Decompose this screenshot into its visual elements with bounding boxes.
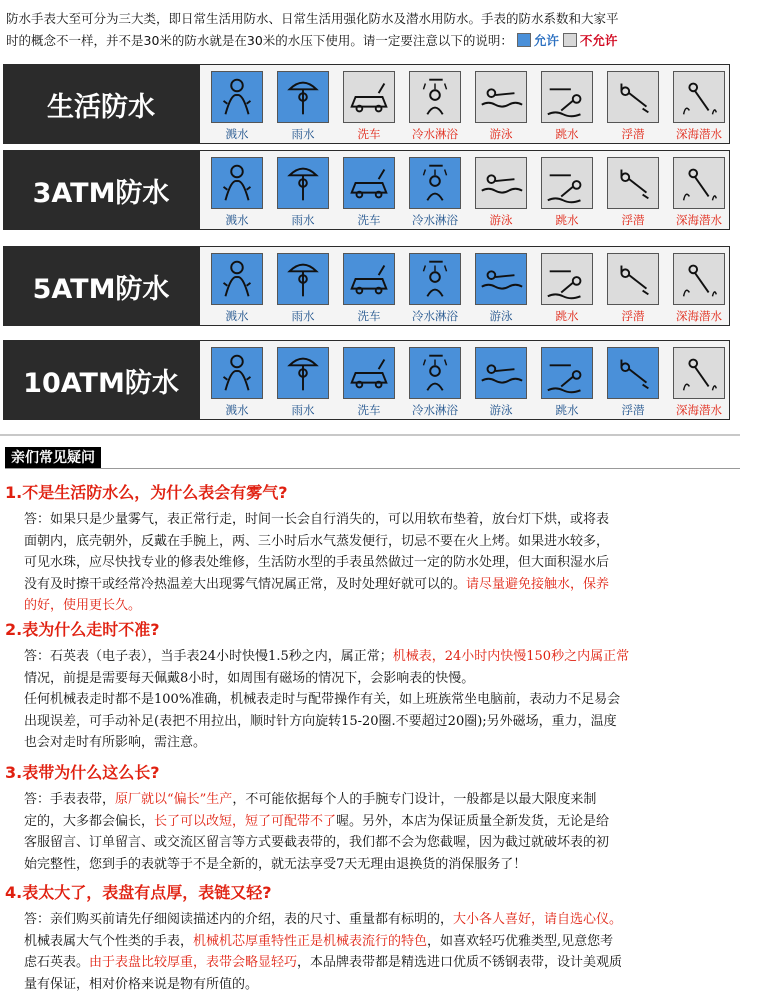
activity-label: 雨水	[291, 309, 315, 323]
deep-sea-diver-icon	[673, 71, 725, 123]
activity-label: 溅水	[225, 309, 249, 323]
faq-question-3: 3.表带为什么这么长?	[5, 763, 160, 782]
activity-cell	[536, 157, 598, 229]
activity-cell	[668, 347, 730, 419]
activity-cell	[536, 71, 598, 143]
activity-cell	[206, 347, 268, 419]
activity-label: 冷水淋浴	[412, 309, 458, 323]
faq-answer-2: 答：石英表（电子表），当手表24小时快慢1.5秒之内，属正常；机械表，24小时内快慢150秒之内属正常 情况，前提是需要每天佩戴8小时，如周围有磁场的情况下，会影响表的快慢。 任何机械表走时都不是100%准确，机械表走时与配带操作有关，如上班族常坐电脑前，表动力不足易会 出现误差，可手动补足(表把不用拉出，顺时针方向旋转15-20圈.不要超过20圈);另外磁场，重力，温度 也会对走时有所影响，需注意。	[24, 649, 630, 750]
activity-label: 游泳	[489, 309, 513, 323]
activity-cell	[404, 71, 466, 143]
rating-label: 10ATM防水	[3, 340, 199, 420]
activity-cell	[470, 347, 532, 419]
activity-cell	[602, 253, 664, 325]
activity-cell	[272, 157, 334, 229]
activity-cell	[470, 253, 532, 325]
activity-cell	[272, 347, 334, 419]
faq-question-1: 1.不是生活防水么，为什么表会有雾气?	[5, 483, 288, 502]
activity-label: 跳水	[555, 127, 579, 141]
diver-jump-icon	[541, 253, 593, 305]
swimmer-icon	[475, 71, 527, 123]
swimmer-icon	[475, 347, 527, 399]
activity-cell	[668, 71, 730, 143]
intro-line-2: 时的概念不一样，并不是30米的防水就是在30米的水压下使用。请一定要注意以下的说明： 允许 不允许	[6, 33, 618, 48]
snorkel-icon	[607, 347, 659, 399]
deep-sea-diver-icon	[673, 157, 725, 209]
swimmer-icon	[475, 253, 527, 305]
faq-header-rule	[5, 468, 740, 469]
activity-cell	[470, 157, 532, 229]
car-wash-icon	[343, 253, 395, 305]
activity-label: 冷水淋浴	[412, 213, 458, 227]
diver-jump-icon	[541, 157, 593, 209]
faq-answer-3: 答：手表表带，原厂就以“偏长”生产，不可能依据每个人的手腕专门设计，一般都是以最大限度来制 定的，大多都会偏长，长了可以改短，短了可配带不了喔。另外，本店为保证质量全新发货，无论是给 客服留言、订单留言、或交流区留言等方式要截表带的，我们都不会为您截喔，因为截过就破坏表的初 始完整性，您到手的表就等于不是全新的，就无法享受7天无理由退换货的消保服务了！	[24, 792, 610, 872]
shower-icon	[409, 253, 461, 305]
splash-icon	[211, 71, 263, 123]
intro-text	[6, 8, 754, 52]
faq-question-4: 4.表太大了，表盘有点厚，表链又轻?	[5, 883, 272, 902]
rating-cells	[199, 64, 730, 144]
activity-label: 溅水	[225, 213, 249, 227]
car-wash-icon	[343, 347, 395, 399]
activity-label: 跳水	[555, 309, 579, 323]
legend-deny-label: 不允许	[579, 33, 618, 48]
activity-label: 浮潜	[621, 127, 645, 141]
umbrella-rain-icon	[277, 157, 329, 209]
activity-label: 冷水淋浴	[412, 127, 458, 141]
rating-row	[3, 340, 730, 420]
activity-label: 冷水淋浴	[412, 403, 458, 417]
activity-label: 浮潜	[621, 213, 645, 227]
legend-deny-swatch	[563, 33, 577, 47]
activity-label: 游泳	[489, 213, 513, 227]
activity-cell	[404, 253, 466, 325]
activity-label: 跳水	[555, 213, 579, 227]
activity-cell	[206, 253, 268, 325]
activity-label: 深海潜水	[676, 403, 722, 417]
activity-cell	[602, 71, 664, 143]
activity-cell	[668, 157, 730, 229]
activity-label: 跳水	[555, 403, 579, 417]
activity-label: 游泳	[489, 403, 513, 417]
umbrella-rain-icon	[277, 71, 329, 123]
rating-label: 3ATM防水	[3, 150, 199, 230]
activity-label: 洗车	[357, 213, 381, 227]
activity-cell	[338, 347, 400, 419]
splash-icon	[211, 253, 263, 305]
activity-label: 浮潜	[621, 403, 645, 417]
faq-question-2: 2.表为什么走时不准?	[5, 620, 160, 639]
legend-allow-swatch	[517, 33, 531, 47]
activity-label: 洗车	[357, 127, 381, 141]
intro-line-1: 防水手表大至可分为三大类，即日常生活用防水、日常生活用强化防水及潜水用防水。手表的防水系数和大家平	[6, 11, 619, 26]
activity-cell	[272, 71, 334, 143]
legend-allow-label: 允许	[533, 33, 559, 48]
activity-cell	[338, 71, 400, 143]
diver-jump-icon	[541, 347, 593, 399]
rating-cells	[199, 340, 730, 420]
activity-label: 洗车	[357, 403, 381, 417]
splash-icon	[211, 347, 263, 399]
rating-row	[3, 64, 730, 144]
rating-cells	[199, 150, 730, 230]
activity-cell	[602, 157, 664, 229]
activity-label: 溅水	[225, 127, 249, 141]
activity-cell	[272, 253, 334, 325]
snorkel-icon	[607, 157, 659, 209]
activity-label: 雨水	[291, 127, 315, 141]
activity-cell	[404, 157, 466, 229]
rating-row	[3, 150, 730, 230]
activity-label: 游泳	[489, 127, 513, 141]
activity-label: 雨水	[291, 403, 315, 417]
deep-sea-diver-icon	[673, 253, 725, 305]
rating-label: 生活防水	[3, 64, 199, 144]
activity-label: 雨水	[291, 213, 315, 227]
activity-label: 溅水	[225, 403, 249, 417]
activity-label: 深海潜水	[676, 127, 722, 141]
activity-cell	[404, 347, 466, 419]
diver-jump-icon	[541, 71, 593, 123]
activity-cell	[536, 253, 598, 325]
shower-icon	[409, 71, 461, 123]
activity-label: 浮潜	[621, 309, 645, 323]
activity-cell	[206, 157, 268, 229]
splash-icon	[211, 157, 263, 209]
section-divider	[0, 434, 740, 436]
faq-answer-4: 答：亲们购买前请先仔细阅读描述内的介绍，表的尺寸、重量都有标明的，大小各人喜好，请自选心仪。 机械表属大气个性类的手表，机械机芯厚重特性正是机械表流行的特色，如喜欢轻巧优雅类型,见意您考 虑石英表。由于表盘比较厚重，表带会略显轻巧，本品牌表带都是精选进口优质不锈钢表带，设计美观质 量有保证，相对价格来说是物有所值的。	[24, 912, 623, 992]
rating-row	[3, 246, 730, 326]
snorkel-icon	[607, 253, 659, 305]
faq-header: 亲们常见疑问	[5, 447, 101, 469]
activity-cell	[470, 71, 532, 143]
activity-cell	[338, 253, 400, 325]
activity-label: 深海潜水	[676, 309, 722, 323]
activity-cell	[668, 253, 730, 325]
swimmer-icon	[475, 157, 527, 209]
activity-cell	[536, 347, 598, 419]
activity-label: 深海潜水	[676, 213, 722, 227]
rating-cells	[199, 246, 730, 326]
umbrella-rain-icon	[277, 253, 329, 305]
shower-icon	[409, 347, 461, 399]
deep-sea-diver-icon	[673, 347, 725, 399]
activity-cell	[206, 71, 268, 143]
faq-answer-1: 答：如果只是少量雾气，表正常行走，时间一长会自行消失的，可以用软布垫着，放台灯下烘，或将表 面朝内，底壳朝外，反戴在手腕上，两、三小时后水气蒸发便行，切忌不要在火上烤。如果进水较多， 可见水珠，应尽快找专业的修表处维修，生活防水型的手表虽然做过一定的防水处理，但大面积湿水后 没有及时擦干或经常冷热温差大出现雾气情况属正常，及时处理好就可以的。请尽量避免接触水，保养 的好，使用更长久。	[24, 512, 610, 613]
activity-cell	[338, 157, 400, 229]
umbrella-rain-icon	[277, 347, 329, 399]
activity-cell	[602, 347, 664, 419]
shower-icon	[409, 157, 461, 209]
car-wash-icon	[343, 71, 395, 123]
activity-label: 洗车	[357, 309, 381, 323]
snorkel-icon	[607, 71, 659, 123]
rating-label: 5ATM防水	[3, 246, 199, 326]
car-wash-icon	[343, 157, 395, 209]
